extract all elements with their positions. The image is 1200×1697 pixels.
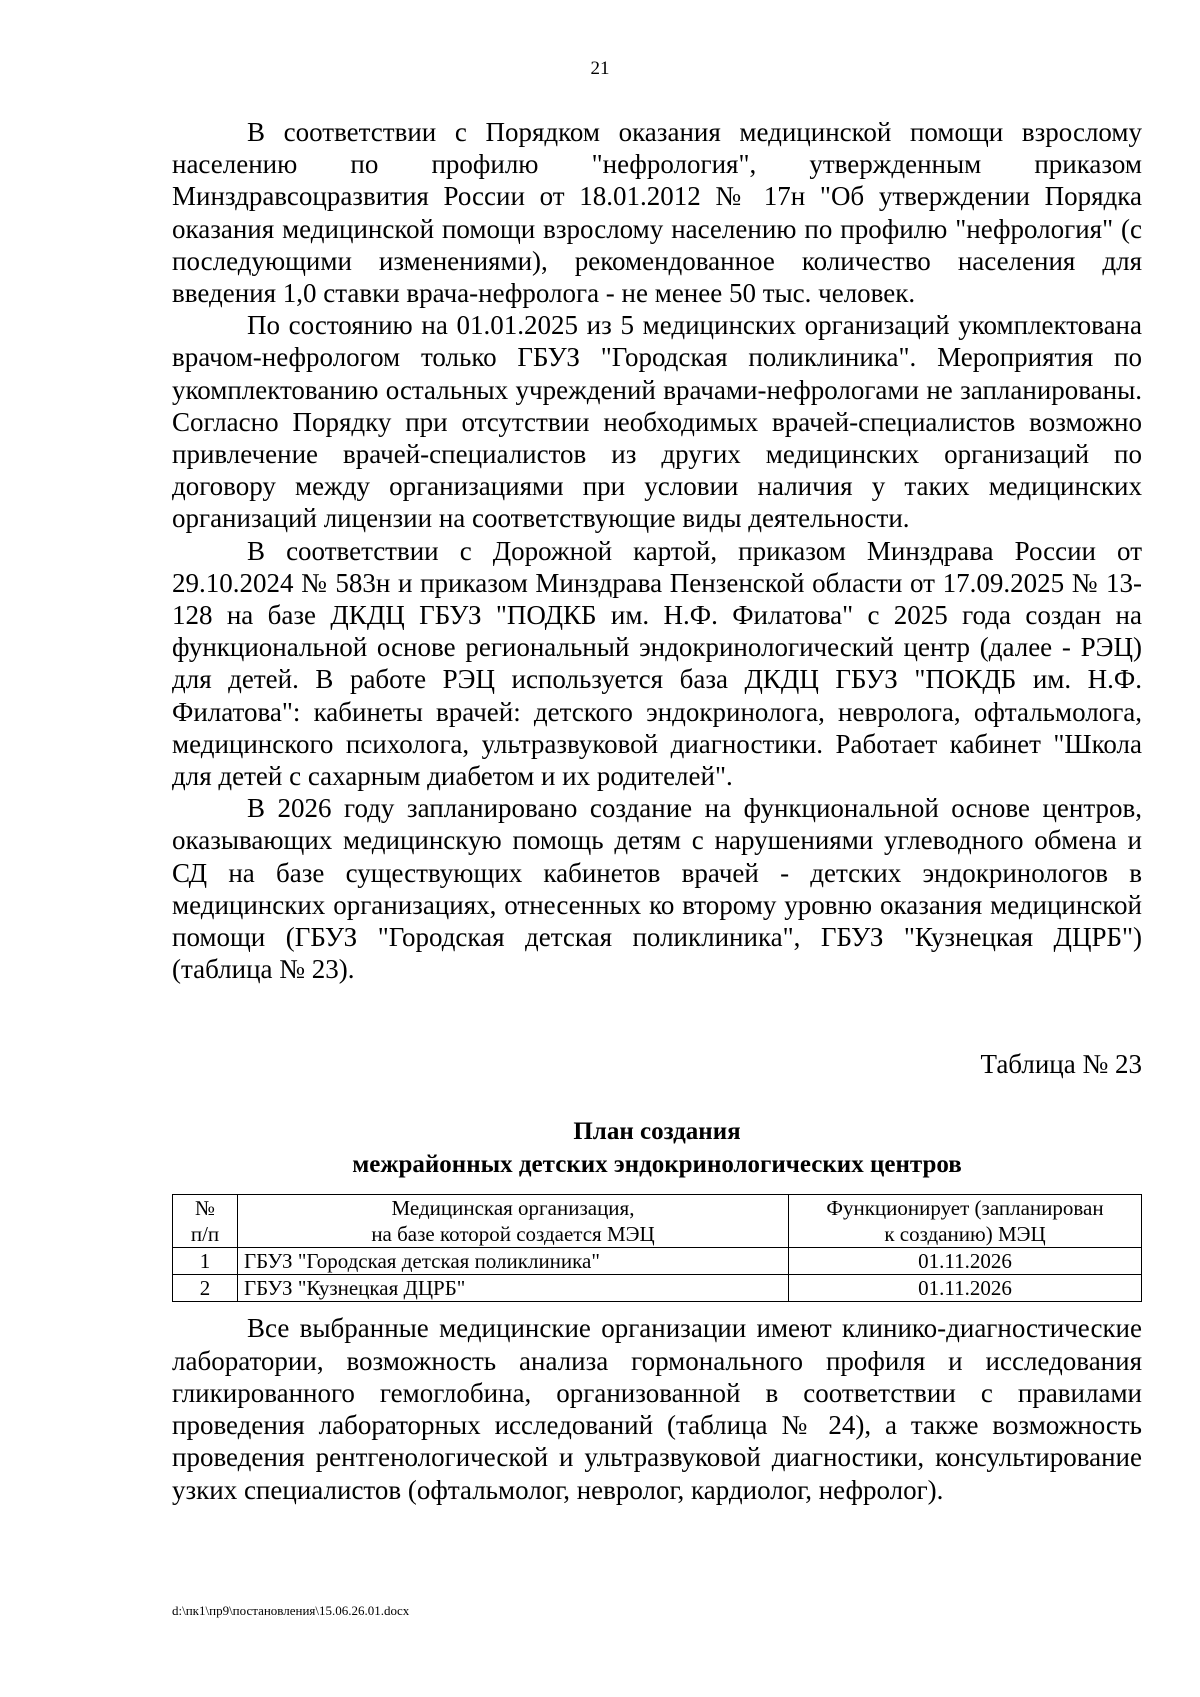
header-functioning-line1: Функционирует (запланирован (826, 1196, 1104, 1221)
header-organization (238, 1195, 789, 1248)
header-number (173, 1195, 238, 1248)
header-functioning-line2: к созданию) МЭЦ (884, 1222, 1046, 1247)
row-organization: ГБУЗ "Кузнецкая ДЦРБ" (238, 1275, 789, 1302)
table-title-line2: межрайонных детских эндокринологических центров (352, 1151, 962, 1179)
plan-table (172, 1194, 1142, 1302)
paragraph-nephrologist-staffing: По состоянию на 01.01.2025 из 5 медицинских организаций укомплектована врачом-нефрологом только ГБУЗ "Городская поликлиника". Мероприятия по укомплектованию остальных учреждений врачами-нефрологами не запланированы. Согласно Порядку при отсутствии необходимых врачей-специалистов возможно привлечение врачей-специалистов из других медицинских организаций по договору между организациями при условии наличия у таких медицинских организаций лицензии на соответствующие виды деятельности. (172, 310, 1142, 534)
paragraph-nephrology-order: В соответствии с Порядком оказания медицинской помощи взрослому населению по профилю "нефрология", утвержденным приказом Минздравсоцразвития России от 18.01.2012 № 17н "Об утверждении Порядка оказания медицинской помощи взрослому населению по профилю "нефрология" (с последующими изменениями), рекомендованное количество населения для введения 1,0 ставки врача-нефролога - не менее 50 тыс. человек. (172, 117, 1142, 309)
header-functioning (789, 1195, 1142, 1248)
header-number-line2: п/п (190, 1222, 220, 1247)
paragraph-regional-endocrinology-center: В соответствии с Дорожной картой, приказом Минздрава России от 29.10.2024 № 583н и приказом Минздрава Пензенской области от 17.09.2025 № 13-128 на базе ДКДЦ ГБУЗ "ПОДКБ им. Н.Ф. Филатова" с 2025 года создан на функциональной основе региональный эндокринологический центр (далее - РЭЦ) для детей. В работе РЭЦ используется база ДКДЦ ГБУЗ "ПОКДБ им. Н.Ф. Филатова": кабинеты врачей: детского эндокринолога, невролога, офтальмолога, медицинского психолога, ультразвуковой диагностики. Работает кабинет "Школа для детей с сахарным диабетом и их родителей". (172, 535, 1142, 792)
row-organization: ГБУЗ "Городская детская поликлиника" (238, 1248, 789, 1275)
row-date: 01.11.2026 (789, 1248, 1142, 1275)
header-organization-line1: Медицинская организация, (391, 1196, 635, 1221)
table-title-line1: План создания (573, 1118, 741, 1146)
table-row (173, 1248, 1142, 1275)
row-number: 2 (173, 1275, 238, 1302)
table-title (172, 1115, 1142, 1181)
header-organization-line2: на базе которой создается МЭЦ (371, 1222, 655, 1247)
table-caption: Таблица № 23 (980, 1049, 1142, 1080)
paragraph-2026-plan: В 2026 году запланировано создание на функциональной основе центров, оказывающих медицинскую помощь детям с нарушениями углеводного обмена и СД на базе существующих кабинетов врачей - детских эндокринологов в медицинских организациях, отнесенных ко второму уровню оказания медицинской помощи (ГБУЗ "Городская детская поликлиника", ГБУЗ "Кузнецкая ДЦРБ") (таблица № 23). (172, 793, 1142, 985)
row-date: 01.11.2026 (789, 1275, 1142, 1302)
header-number-line1: № (194, 1196, 216, 1221)
document-body (172, 116, 1142, 1506)
footer-file-path: d:\пк1\пр9\постановления\15.06.26.01.docx (172, 1603, 410, 1618)
row-number: 1 (173, 1248, 238, 1275)
page-number: 21 (590, 58, 610, 79)
table-row (173, 1275, 1142, 1302)
paragraph-laboratories: Все выбранные медицинские организации имеют клинико-диагностические лаборатории, возможность анализа гормонального профиля и исследования гликированного гемоглобина, организованной в соответствии с правилами проведения лабораторных исследований (таблица № 24), а также возможность проведения рентгенологической и ультразвуковой диагностики, консультирование узких специалистов (офтальмолог, невролог, кардиолог, нефролог). (172, 1313, 1142, 1505)
table-header-row (173, 1195, 1142, 1248)
